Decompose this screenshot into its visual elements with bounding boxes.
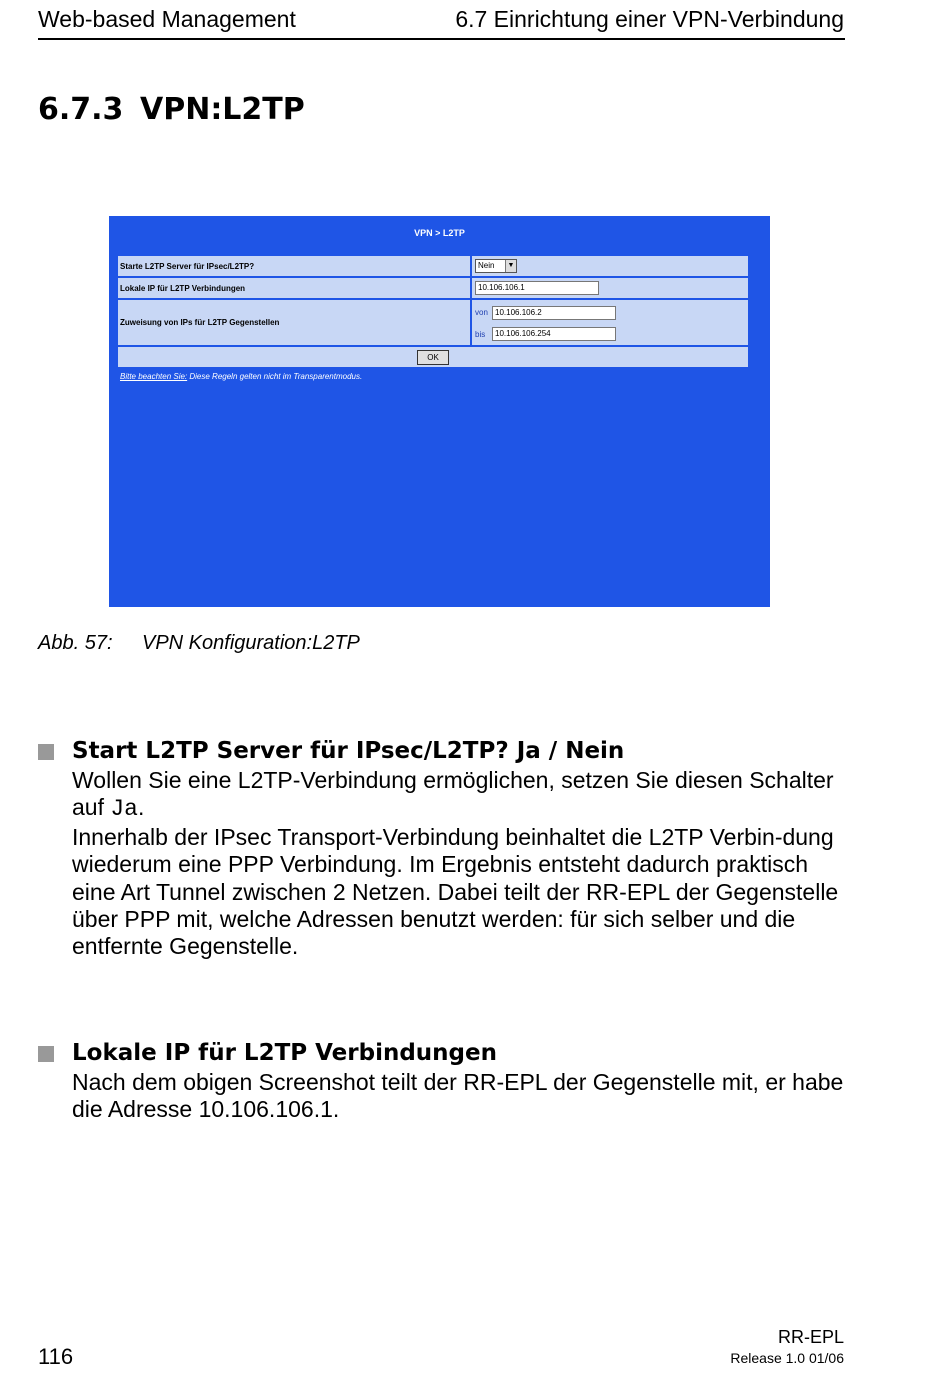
- header-right: 6.7 Einrichtung einer VPN-Verbindung: [455, 6, 844, 32]
- item-title-start-server: Start L2TP Server für IPsec/L2TP? Ja / Nein: [72, 738, 625, 764]
- form-value-cell: [470, 300, 748, 345]
- form-row-start-server: [118, 256, 748, 278]
- note-link[interactable]: Bitte beachten Sie:: [120, 372, 188, 381]
- para-text: Wollen Sie eine L2TP-Verbindung ermöglichen, setzen Sie diesen Schalter auf: [72, 767, 834, 821]
- screenshot-panel: [109, 216, 770, 607]
- header-left: Web-based Management: [38, 6, 296, 32]
- form-label: Zuweisung von IPs für L2TP Gegenstellen: [120, 318, 280, 327]
- item-title-local-ip: Lokale IP für L2TP Verbindungen: [72, 1040, 497, 1066]
- form-value-cell: [470, 278, 748, 298]
- para-text: Innerhalb der IPsec Transport-Verbindung beinhaltet die L2TP Verbin-dung wiederum eine PPP Verbindung. Im Ergebnis entsteht dadurch praktisch eine Art Tunnel zwischen 2 Netzen. Dabei teilt der RR-EPL der Gegenstelle über PPP mit, welche Adressen benutzt werden: für sich selber und die entfernte Gegenstelle.: [72, 823, 839, 960]
- footer-product: RR-EPL: [777, 1327, 844, 1347]
- ok-button[interactable]: OK: [417, 350, 449, 365]
- ok-row: [118, 347, 748, 367]
- to-label: bis: [475, 330, 486, 339]
- screenshot-title: VPN > L2TP: [414, 228, 465, 238]
- form-label: Starte L2TP Server für IPsec/L2TP?: [120, 262, 255, 271]
- caption-number: Abb. 57:: [38, 632, 113, 654]
- bullet-square-icon: [38, 744, 54, 760]
- ip-from-input[interactable]: 10.106.106.2: [492, 306, 616, 320]
- form-label: Lokale IP für L2TP Verbindungen: [120, 284, 246, 293]
- ip-to-input[interactable]: 10.106.106.254: [492, 327, 616, 341]
- note-text: Diese Regeln gelten nicht im Transparentmodus.: [187, 372, 363, 381]
- local-ip-input[interactable]: 10.106.106.1: [475, 281, 599, 295]
- section-title: [38, 92, 305, 127]
- chevron-down-icon[interactable]: ▼: [505, 260, 516, 272]
- form-row-local-ip: [118, 278, 748, 300]
- header-rule: [38, 38, 845, 40]
- figure-caption: [38, 632, 360, 655]
- bullet-square-icon: [38, 1046, 54, 1062]
- select-value: Nein: [478, 261, 495, 270]
- code-value: Ja: [110, 796, 138, 823]
- item-paragraph: Nach dem obigen Screenshot teilt der RR-EPL der Gegenstelle mit, er habe die Adresse 10.106.106.1.: [72, 1069, 844, 1123]
- page-number: 116: [38, 1344, 74, 1369]
- footer-release: Release 1.0 01/06: [730, 1350, 844, 1366]
- form-value-cell: [470, 256, 748, 276]
- section-name: VPN:L2TP: [140, 92, 305, 127]
- section-number: 6.7.3: [38, 92, 124, 127]
- form-row-ip-assignment: [118, 300, 748, 347]
- start-server-select[interactable]: [475, 259, 517, 273]
- caption-text: VPN Konfiguration:L2TP: [142, 632, 360, 654]
- para-text: .: [137, 794, 145, 821]
- screenshot-note: [120, 372, 362, 381]
- from-label: von: [475, 308, 488, 317]
- item-paragraph: [72, 767, 852, 961]
